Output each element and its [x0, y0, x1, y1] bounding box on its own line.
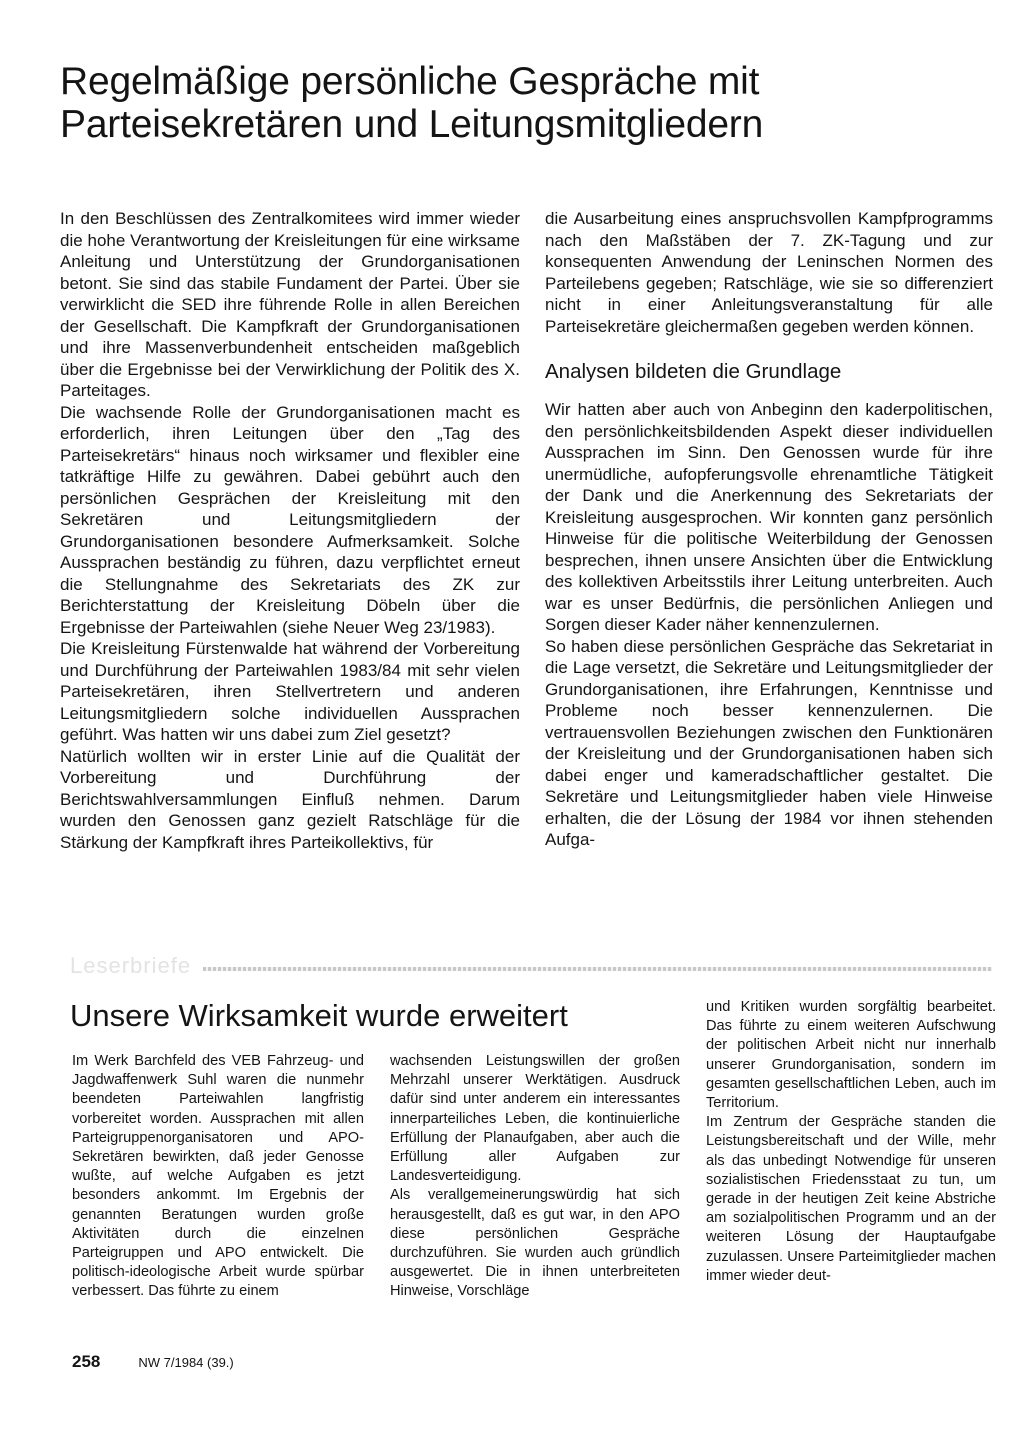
letter-paragraph: wachsenden Leistungswillen der großen Mehrzahl unserer Werktätigen. Ausdruck dafür sind unter anderem ein interessantes innerparteiliches Leben, die kontinuierliche Erfüllung der Planaufgaben, aber auch die Erfüllung aller Aufgaben zur Landesverteidigung. — [390, 1053, 680, 1185]
article-paragraph: So haben diese persönlichen Gespräche das Sekretariat in die Lage versetzt, die Sekretäre und Leitungsmitglieder der Grundorganisationen, ihre Erfahrungen, Kenntnisse und Probleme noch besser kennenzulernen. Die vertrauensvollen Beziehungen zwischen den Funktionären der Kreisleitung und der Grundorganisationen haben sich dabei enger und kameradschaftlicher gestaltet. Die Sekretäre und Leitungsmitglieder haben viele Hinweise erhalten, die der Lösung der 1984 vor ihnen stehenden Aufga- — [545, 636, 993, 849]
article-paragraph: Wir hatten aber auch von Anbeginn den kaderpolitischen, den persönlichkeitsbildenden Aspekt dieser individuellen Aussprachen im Sinn. Den Genossen wurde für ihre unermüdliche, aufopferungsvolle ehrenamtliche Tätigkeit der Dank und die Anerkennung des Sekretariats der Kreisleitung ausgesprochen. Wir konnten ganz persönlich Hinweise für die politische Weiterbildung der Genossen besprechen, ihnen unsere Ansichten über die Entwicklung des kollektiven Arbeitsstils ihrer Leitung unterbreiten. Auch war es unser Bedürfnis, die persönlichen Anliegen und Sorgen dieser Kader näher kennenzulernen. — [545, 400, 993, 634]
letter-column-2 — [390, 1052, 680, 1302]
article-column-2 — [545, 208, 993, 851]
article-subheading: Analysen bildeten die Grundlage — [545, 360, 842, 383]
letter-paragraph: Im Zentrum der Gespräche standen die Leistungsbereitschaft und der Wille, mehr als das unbedingt Notwendige für unseren sozialistischen Friedensstaat zu tun, um gerade in der heutigen Zeit keine Abstriche am sozialpolitischen Programm und an der weiteren Lösung der Hauptaufgabe zuzulassen. Unsere Parteimitglieder machen immer wieder deut- — [706, 1114, 996, 1284]
article-paragraph: Natürlich wollten wir in erster Linie auf die Qualität der Vorbereitung und Durchführung der Berichtswahlversammlungen Einfluß nehmen. Darum wurden den Genossen ganz gezielt Ratschläge für die Stärkung der Kampfkraft ihres Parteikollektivs, für — [60, 746, 520, 852]
letter-paragraph: Im Werk Barchfeld des VEB Fahrzeug- und Jagdwaffenwerk Suhl waren die nunmehr beendeten Parteiwahlen langfristig vorbereitet worden. Aussprachen mit allen Parteigruppenorganisatoren und APO-Sekretären bewirkten, daß jeder Genosse wußte, auf welche Aufgaben es jetzt besonders ankommt. Im Ergebnis der genannten Beratungen wurden große Aktivitäten durch die einzelnen Parteigruppen und APO entwickelt. Die politisch-ideologische Arbeit wurde spürbar verbessert. Das führte zu einem — [72, 1053, 364, 1300]
section-divider — [70, 950, 992, 982]
article-column-1 — [60, 208, 520, 853]
article-title-line-1: Regelmäßige persönliche Gespräche mit — [60, 60, 760, 103]
article-paragraph: Die Kreisleitung Fürstenwalde hat während der Vorbereitung und Durchführung der Parteiwahlen 1983/84 mit sehr vielen Parteisekretären, ihren Stellvertretern und anderen Leitungsmitgliedern solche individuellen Aussprachen geführt. Was hatten wir uns dabei zum Ziel gesetzt? — [60, 639, 520, 744]
article-paragraph: Die wachsende Rolle der Grundorganisationen macht es erforderlich, ihren Leitungen über den „Tag des Parteisekretärs“ hinaus noch wirksamer und flexibler eine tatkräftige Hilfe zu gewähren. Dabei gebührt auch den persönlichen Gesprächen der Kreisleitung mit den Sekretären und Leitungsmitgliedern der Grundorganisationen besondere Aufmerksamkeit. Solche Aussprachen beständig zu führen, dazu verpflichtet erneut die Stellungnahme des Sekretariats des ZK zur Berichterstattung der Kreisleitung Döbeln über die Ergebnisse der Parteiwahlen (siehe Neuer Weg 23/1983). — [60, 402, 520, 637]
letter-column-3 — [706, 998, 996, 1286]
letter-title: Unsere Wirksamkeit wurde erweitert — [70, 998, 568, 1033]
letter-paragraph: und Kritiken wurden sorgfältig bearbeitet. Das führte zu einem weiteren Aufschwung der politischen Arbeit nicht nur innerhalb unserer Grundorganisation, sondern im gesamten gesellschaftlichen Leben, auch im Territorium. — [706, 999, 996, 1112]
page-number: 258 — [72, 1352, 101, 1371]
dotted-rule — [203, 967, 992, 971]
issue-reference: NW 7/1984 (39.) — [138, 1355, 234, 1370]
article-title — [60, 60, 960, 146]
letter-paragraph: Als verallgemeinerungswürdig hat sich herausgestellt, daß es gut war, in den APO diese persönlichen Gespräche durchzuführen. Sie wurden auch gründlich ausgewertet. Die in ihnen unterbreiteten Hinweise, Vorschläge — [390, 1187, 680, 1300]
rubric-label: Leserbriefe — [70, 953, 192, 978]
article-title-line-2: Parteisekretären und Leitungsmitgliedern — [60, 103, 764, 146]
article-paragraph: In den Beschlüssen des Zentralkomitees wird immer wieder die hohe Verantwortung der Kreisleitungen für eine wirksame Anleitung und Unterstützung der Grundorganisationen betont. Sie sind das stabile Fundament der Partei. Über sie verwirklicht die SED ihre führende Rolle in allen Bereichen der Gesellschaft. Die Kampfkraft der Grundorganisationen und ihre Massenverbundenheit entscheiden maßgeblich über die Ergebnisse bei der Verwirklichung der Politik des X. Parteitages. — [60, 209, 520, 400]
letter-column-1 — [72, 1052, 364, 1302]
page-footer — [72, 1352, 472, 1376]
article-paragraph: die Ausarbeitung eines anspruchsvollen Kampfprogramms nach den Maßstäben der 7. ZK-Tagung und zur konsequenten Anwendung der Leninschen Normen des Parteilebens gegeben; Ratschläge, wie sie so differenziert nicht in einer Anleitungsveranstaltung für alle Parteisekretäre gleichermaßen gegeben werden können. — [545, 209, 993, 336]
